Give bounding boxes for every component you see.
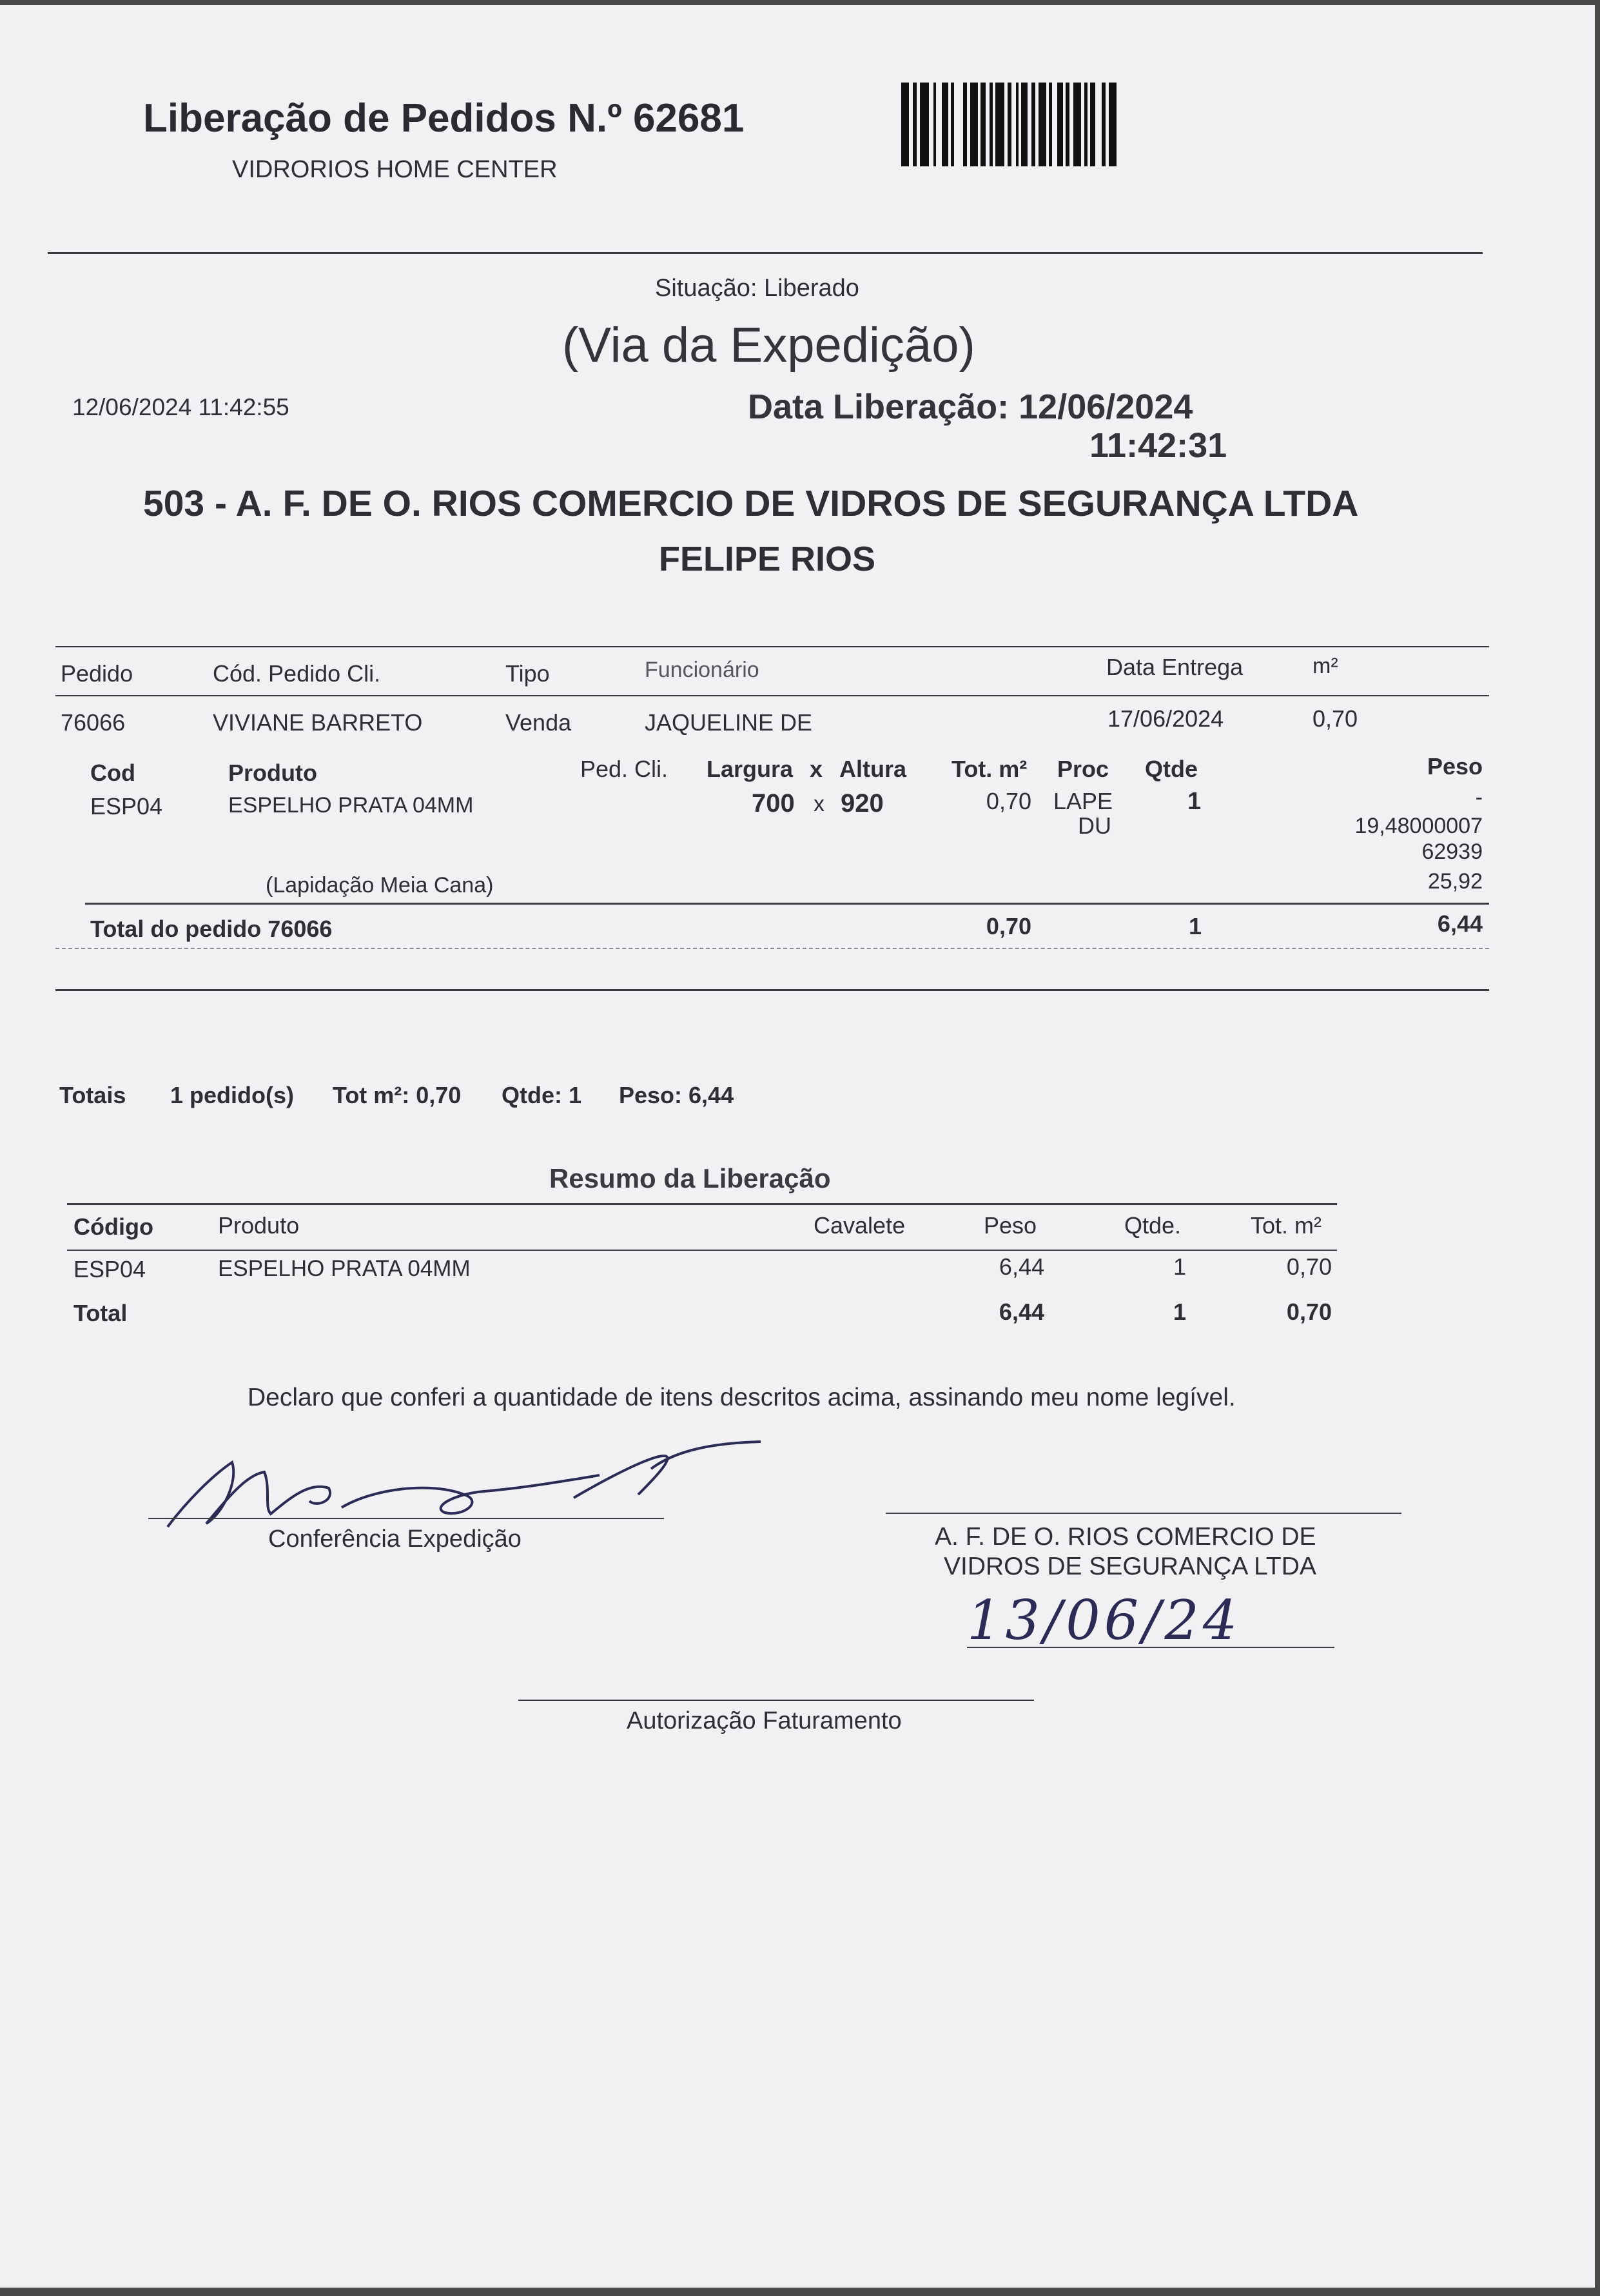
item-peso-1: 19,48000007 [1354, 814, 1483, 838]
item-cod: ESP04 [90, 793, 163, 819]
release-time: 11:42:31 [1089, 426, 1227, 465]
order-pedido: 76066 [61, 709, 126, 736]
order-data-entrega: 17/06/2024 [1107, 705, 1224, 732]
item-largura: 700 [752, 789, 795, 818]
item-altura: 920 [841, 789, 884, 818]
status-text: Situação: Liberado [655, 275, 859, 302]
item-tot-m2: 0,70 [986, 788, 1031, 814]
order-total-m2: 0,70 [986, 913, 1031, 939]
summary-total-peso: 6,44 [999, 1299, 1044, 1325]
items-col-x: x [810, 756, 823, 782]
order-tipo: Venda [505, 709, 572, 736]
barcode [901, 83, 1154, 166]
client-contact: FELIPE RIOS [658, 540, 876, 578]
order-total-peso: 6,44 [1437, 910, 1483, 937]
order-total-label: Total do pedido 76066 [90, 916, 333, 942]
copy-type-title: (Via da Expedição) [562, 318, 975, 373]
summary-title: Resumo da Liberação [549, 1163, 831, 1193]
items-col-produto: Produto [228, 760, 317, 786]
summary-total-qtde: 1 [1173, 1299, 1186, 1325]
document-title: Liberação de Pedidos N.º 62681 [143, 96, 745, 141]
item-proc-2: DU [1078, 812, 1111, 839]
summary-col-produto: Produto [218, 1212, 300, 1239]
item-peso-dash: - [1475, 785, 1483, 810]
release-date: Data Liberação: 12/06/2024 [748, 388, 1193, 426]
order-section-end-line [55, 989, 1489, 991]
col-tipo: Tipo [505, 660, 550, 687]
print-datetime: 12/06/2024 11:42:55 [72, 394, 289, 420]
item-note: (Lapidação Meia Cana) [266, 873, 494, 898]
auth-line [518, 1700, 1034, 1701]
totais-tot-m2: Tot m²: 0,70 [333, 1082, 462, 1108]
items-col-qtde: Qtde [1145, 756, 1198, 782]
item-peso-2: 62939 [1421, 839, 1483, 864]
order-total-top-line [85, 903, 1489, 905]
items-col-proc: Proc [1057, 756, 1109, 782]
totais-peso: Peso: 6,44 [619, 1082, 734, 1108]
col-m2: m² [1312, 654, 1338, 678]
summary-col-peso: Peso [984, 1212, 1037, 1239]
sig-right-line [886, 1513, 1401, 1514]
items-col-altura: Altura [839, 756, 907, 782]
document-page [0, 5, 1595, 2288]
auth-label: Autorização Faturamento [627, 1707, 902, 1734]
summary-row-qtde: 1 [1173, 1253, 1186, 1280]
summary-row-peso: 6,44 [999, 1253, 1044, 1280]
item-proc-1: LAPE [1053, 788, 1113, 814]
summary-total-tot-m2: 0,70 [1286, 1299, 1332, 1325]
items-col-cod: Cod [90, 760, 135, 786]
summary-col-cavalete: Cavalete [814, 1212, 906, 1239]
order-total-qtde: 1 [1189, 913, 1202, 939]
order-table-bottom-line [55, 948, 1489, 949]
item-produto: ESPELHO PRATA 04MM [228, 793, 474, 818]
client-name: 503 - A. F. DE O. RIOS COMERCIO DE VIDROS DE SEGURANÇA LTDA [143, 483, 1359, 524]
col-funcionario: Funcionário [645, 658, 759, 682]
items-col-largura: Largura [707, 756, 794, 782]
totais-pedidos: 1 pedido(s) [170, 1082, 295, 1108]
col-cod-pedido-cli: Cód. Pedido Cli. [213, 660, 381, 687]
summary-header-line [67, 1250, 1337, 1251]
handwritten-date-line [967, 1647, 1334, 1648]
handwritten-signature [161, 1437, 774, 1540]
item-peso-3: 25,92 [1427, 869, 1483, 894]
summary-row-produto: ESPELHO PRATA 04MM [218, 1256, 471, 1281]
summary-row-codigo: ESP04 [73, 1256, 146, 1282]
col-data-entrega: Data Entrega [1106, 654, 1244, 680]
summary-row-tot-m2: 0,70 [1286, 1253, 1332, 1280]
item-x: x [814, 792, 824, 816]
totais-qtde: Qtde: 1 [502, 1082, 582, 1108]
order-table-header-line [55, 695, 1489, 696]
company-name: VIDRORIOS HOME CENTER [232, 156, 558, 183]
summary-top-line [67, 1203, 1337, 1205]
col-pedido: Pedido [61, 660, 133, 687]
items-col-tot-m2: Tot. m² [951, 756, 1028, 782]
sig-right-line2: VIDROS DE SEGURANÇA LTDA [944, 1553, 1316, 1580]
sig-right-line1: A. F. DE O. RIOS COMERCIO DE [935, 1523, 1316, 1551]
sig-left-line [148, 1518, 664, 1519]
sig-left-label: Conferência Expedição [268, 1526, 522, 1553]
order-funcionario: JAQUELINE DE [645, 709, 813, 736]
order-table-top-line [55, 646, 1489, 647]
summary-col-tot-m2: Tot. m² [1251, 1212, 1322, 1239]
handwritten-date: 13/06/24 [967, 1589, 1242, 1652]
header-divider [48, 252, 1483, 254]
items-col-peso: Peso [1427, 753, 1483, 780]
items-col-ped-cli: Ped. Cli. [580, 756, 668, 782]
summary-col-codigo: Código [73, 1213, 153, 1240]
item-qtde: 1 [1187, 788, 1202, 815]
summary-col-qtde: Qtde. [1124, 1212, 1182, 1239]
totais-label: Totais [59, 1082, 126, 1108]
declaration-text: Declaro que conferi a quantidade de itens descritos acima, assinando meu nome legível. [248, 1384, 1236, 1411]
summary-total-label: Total [73, 1300, 128, 1326]
order-m2: 0,70 [1312, 705, 1358, 732]
order-cod-pedido-cli: VIVIANE BARRETO [213, 709, 423, 736]
